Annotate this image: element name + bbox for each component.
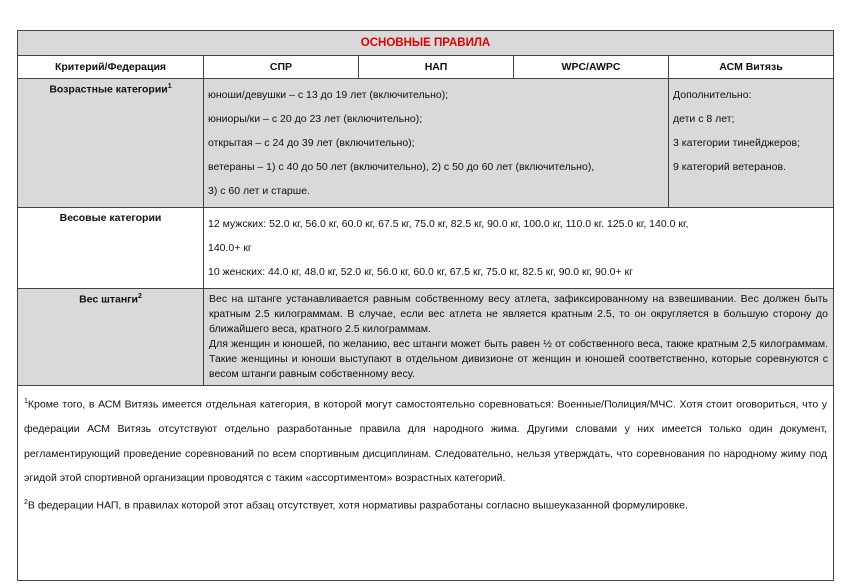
footnote-2-text: В федерации НАП, в правилах которой этот абзац отсутствует, хотя нормативы разработаны согласно вышеуказанной формулировке. bbox=[27, 499, 688, 511]
header-spr: СПР bbox=[204, 56, 359, 79]
weight-row bbox=[18, 208, 834, 289]
header-criterion: Критерий/Федерация bbox=[18, 56, 204, 79]
header-asm-vityaz: АСМ Витязь bbox=[669, 56, 834, 79]
asm-age-line: 9 категорий ветеранов. bbox=[673, 161, 786, 173]
footnote-1 bbox=[24, 390, 827, 491]
footnote-2-marker: 2 bbox=[24, 498, 28, 506]
header-row bbox=[18, 56, 834, 79]
asm-age-line: 3 категории тинейджеров; bbox=[673, 137, 800, 149]
weight-label: Весовые категории bbox=[59, 212, 162, 224]
age-label: Возрастные категории bbox=[49, 83, 168, 96]
weight-line: 140.0+ кг bbox=[208, 242, 252, 254]
rules-table bbox=[17, 30, 834, 581]
age-row bbox=[18, 79, 834, 208]
age-asm-cell bbox=[669, 79, 834, 208]
weight-line: 12 мужских: 52.0 кг, 56.0 кг, 60.0 кг, 67.5 кг, 75.0 кг, 82.5 кг, 90.0 кг, 100.0 кг, 110.0 кг. 125.0 кг, 140.0 кг, bbox=[208, 218, 689, 230]
title-row bbox=[18, 31, 834, 56]
table-title: ОСНОВНЫЕ ПРАВИЛА bbox=[18, 31, 834, 56]
age-line: юниоры/ки – с 20 до 23 лет (включительно); bbox=[208, 113, 423, 125]
footnote-1-text: Кроме того, в АСМ Витязь имеется отдельная категория, в которой могут самостоятельно соревноваться: Военные/Полиция/МЧС. Хотя стоит оговориться, что у федерации АСМ Витязь отсутствуют отдельно разработанные правила для народного жима. Другими словами у них имеется только один документ, регламентирующий проведение соревнований по всем спортивным дисциплинам. Следовательно, нельзя утверждать, что соревнования по народному жиму под эгидой этой спортивной организации проводятся с таким «ассортиментом» возрастных категорий. bbox=[24, 398, 828, 484]
bar-label-cell bbox=[18, 289, 204, 386]
asm-age-line: дети с 8 лет; bbox=[673, 113, 735, 125]
age-line: 3) с 60 лет и старше. bbox=[208, 185, 310, 197]
weight-label-cell bbox=[18, 208, 204, 289]
notes-row bbox=[18, 386, 834, 581]
bar-footnote-ref: 2 bbox=[138, 293, 142, 300]
footnote-1-marker: 1 bbox=[24, 398, 28, 405]
bar-label: Вес штанги bbox=[79, 293, 139, 306]
asm-age-line: Дополнительно: bbox=[673, 89, 752, 101]
footnotes-cell bbox=[18, 386, 834, 581]
age-footnote-ref: 1 bbox=[167, 83, 172, 90]
bar-paragraph: Вес на штанге устанавливается равным собственному весу атлета, зафиксированному на взвешивании. Вес должен быть кратным 2.5 килограммам. В случае, если вес атлета не является кратным 2.5, то он округляется в большую сторону до ближайшего веса, кратного 2.5 килограммам. bbox=[209, 293, 829, 335]
weight-categories-cell bbox=[204, 208, 834, 289]
age-line: ветераны – 1) с 40 до 50 лет (включительно), 2) с 50 до 60 лет (включительно), bbox=[208, 161, 595, 173]
bar-paragraph: Для женщин и юношей, по желанию, вес штанги может быть равен ½ от собственного веса, также кратным 2,5 килограммам. Такие женщины и юноши выступают в отдельном дивизионе от женщин и юношей соответственно, которые соревнуются с весом штанги равным собственному весу. bbox=[209, 338, 829, 380]
age-categories-cell bbox=[204, 79, 669, 208]
bar-weight-row bbox=[18, 289, 834, 386]
age-line: открытая – с 24 до 39 лет (включительно); bbox=[208, 137, 415, 149]
footnote-2 bbox=[24, 491, 827, 518]
header-wpc-awpc: WPC/AWPC bbox=[514, 56, 669, 79]
age-line: юноши/девушки – с 13 до 19 лет (включительно); bbox=[208, 89, 449, 101]
weight-line: 10 женских: 44.0 кг, 48.0 кг, 52.0 кг, 56.0 кг, 60.0 кг, 67.5 кг, 75.0 кг, 82.5 кг, 90.0 кг, 90.0+ кг bbox=[208, 266, 633, 278]
age-label-cell bbox=[18, 79, 204, 208]
header-nap: НАП bbox=[359, 56, 514, 79]
bar-weight-cell bbox=[204, 289, 834, 386]
